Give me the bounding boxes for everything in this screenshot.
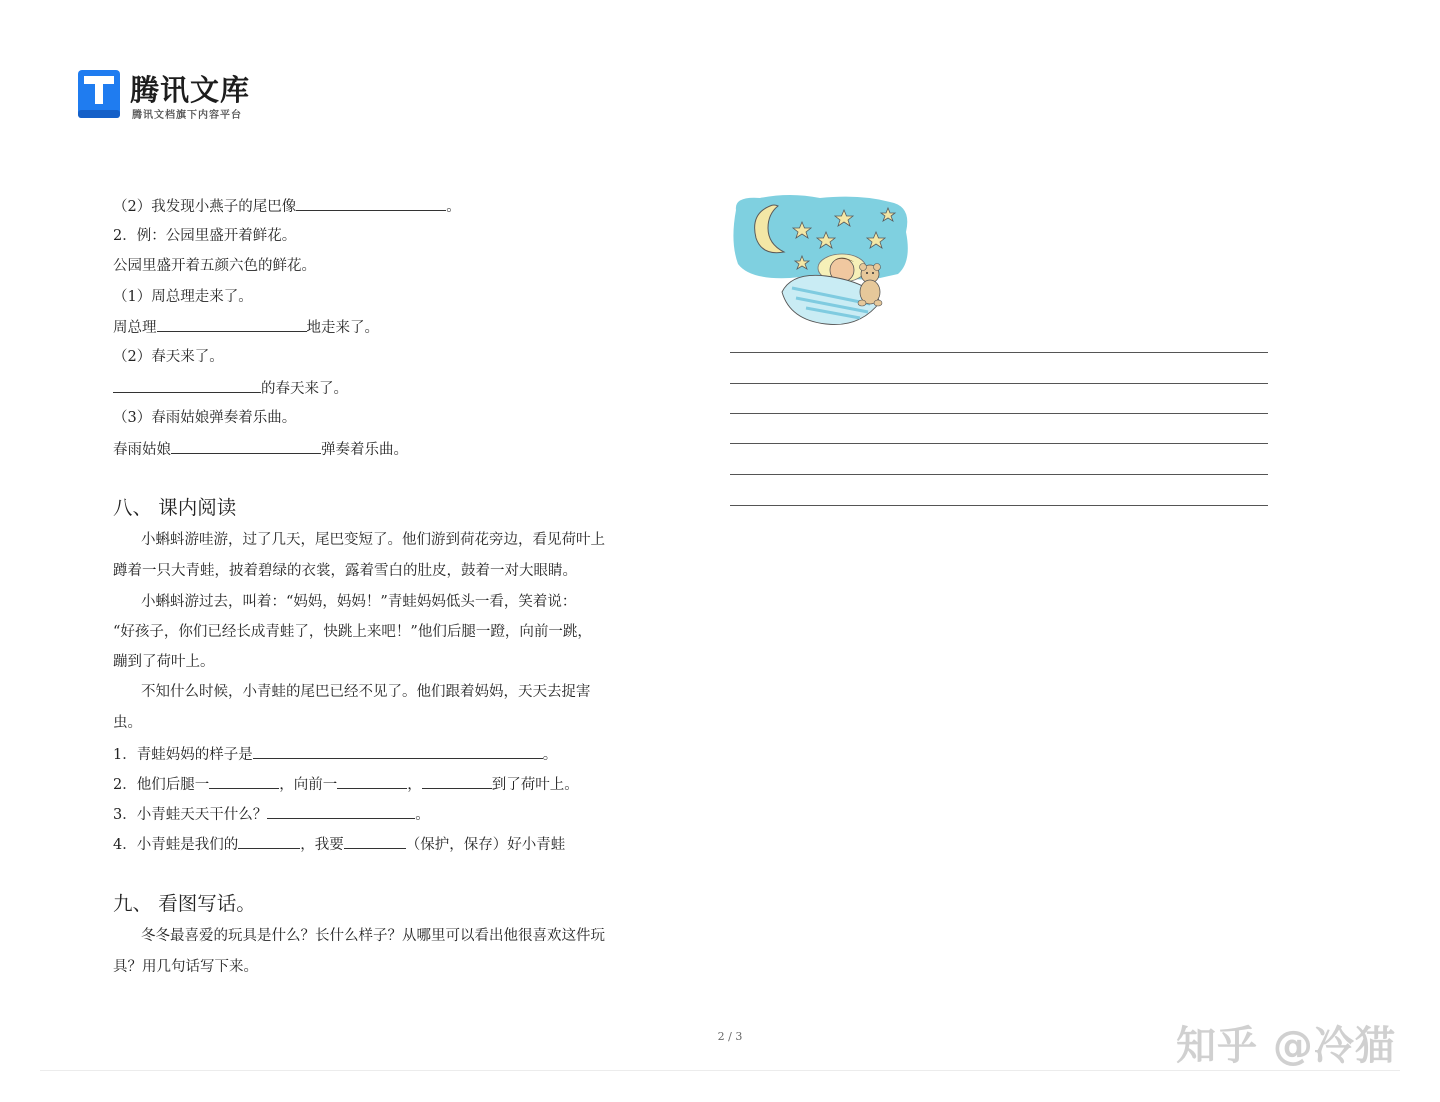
- reading-p3a: 不知什么时候，小青蛙的尾巴已经不见了。他们跟着妈妈，天天去捉害: [141, 684, 591, 700]
- s2-sentence: （2）春天来了。: [113, 349, 224, 365]
- answer-blank[interactable]: [253, 744, 543, 759]
- section9-heading: 九、 看图写话。: [113, 892, 256, 915]
- q1-2-prefix: （2）我发现小燕子的尾巴像: [113, 199, 297, 215]
- answer-blank[interactable]: [238, 834, 300, 849]
- s1-sentence: （1）周总理走来了。: [113, 289, 253, 305]
- reading-p2a: 小蝌蚪游过去，叫着：“妈妈，妈妈！”青蛙妈妈低头一看，笑着说：: [141, 594, 577, 610]
- s2-answer-line: [113, 378, 348, 399]
- s3-prefix: 春雨姑娘: [113, 442, 171, 458]
- q1-2-line: [113, 196, 461, 217]
- reading-p2b: “好孩子，你们已经长成青蛙了，快跳上来吧！”他们后腿一蹬，向前一跳，: [113, 624, 592, 640]
- reading-q2-mid2: ，: [407, 777, 422, 793]
- reading-q3-prefix: 3．小青蛙天天干什么？: [113, 807, 268, 823]
- answer-blank[interactable]: [171, 439, 321, 454]
- section9-p1b: 具？用几句话写下来。: [113, 959, 258, 975]
- reading-q4-mid: ，我要: [300, 837, 344, 853]
- reading-q4: [113, 834, 565, 855]
- s3-sentence: （3）春雨姑娘弹奏着乐曲。: [113, 410, 297, 426]
- answer-blank[interactable]: [337, 774, 407, 789]
- reading-q4-end: （保护，保存）好小青蛙: [405, 837, 566, 853]
- s1-suffix: 地走来了。: [306, 320, 379, 336]
- reading-q2: [113, 774, 579, 795]
- s3-answer-line: [113, 439, 408, 460]
- s3-suffix: 弹奏着乐曲。: [321, 442, 408, 458]
- s1-answer-line: [113, 317, 379, 338]
- reading-q1-end: 。: [542, 747, 558, 763]
- reading-q1: [113, 744, 557, 765]
- answer-blank[interactable]: [422, 774, 492, 789]
- answer-blank[interactable]: [267, 804, 415, 819]
- s1-prefix: 周总理: [113, 320, 157, 336]
- q2-example: 公园里盛开着五颜六色的鲜花。: [113, 258, 316, 274]
- reading-q2-prefix: 2．他们后腿一: [113, 777, 210, 793]
- writing-line[interactable]: [730, 413, 1268, 414]
- writing-line[interactable]: [730, 352, 1268, 353]
- sleeping-boy-illustration: [730, 192, 910, 328]
- q2-title: 2．例：公园里盛开着鲜花。: [113, 228, 297, 244]
- reading-q3: [113, 804, 430, 825]
- reading-q3-end: 。: [415, 807, 430, 823]
- reading-p1a: 小蝌蚪游哇游，过了几天，尾巴变短了。他们游到荷花旁边，看见荷叶上: [141, 532, 605, 548]
- reading-q1-prefix: 1．青蛙妈妈的样子是: [113, 747, 253, 763]
- logo-subtitle: 腾讯文档旗下内容平台: [132, 110, 242, 121]
- tencent-wenku-logo-icon: [78, 70, 120, 118]
- reading-q4-prefix: 4．小青蛙是我们的: [113, 837, 239, 853]
- reading-p2c: 蹦到了荷叶上。: [113, 654, 215, 670]
- reading-q2-end: 到了荷叶上。: [491, 777, 579, 793]
- answer-blank[interactable]: [344, 834, 406, 849]
- tencent-wenku-logo[interactable]: [78, 70, 278, 122]
- writing-line[interactable]: [730, 474, 1268, 475]
- section8-heading: 八、 课内阅读: [113, 496, 237, 519]
- logo-title: 腾讯文库: [130, 73, 251, 107]
- q1-2-end: 。: [446, 199, 461, 215]
- reading-p1b: 蹲着一只大青蛙，披着碧绿的衣裳，露着雪白的肚皮，鼓着一对大眼睛。: [113, 563, 577, 579]
- writing-line[interactable]: [730, 383, 1268, 384]
- answer-blank[interactable]: [113, 378, 261, 393]
- reading-q2-mid1: ，向前一: [279, 777, 338, 793]
- zhihu-watermark: 知乎 @冷猫: [1176, 1023, 1396, 1069]
- page-number: 2 / 3: [717, 1030, 743, 1043]
- s2-suffix: 的春天来了。: [261, 381, 348, 397]
- section9-p1a: 冬冬最喜爱的玩具是什么？长什么样子？从哪里可以看出他很喜欢这件玩: [141, 928, 605, 944]
- answer-blank[interactable]: [209, 774, 279, 789]
- writing-line[interactable]: [730, 443, 1268, 444]
- answer-blank[interactable]: [296, 196, 446, 211]
- answer-blank[interactable]: [157, 317, 307, 332]
- writing-line[interactable]: [730, 505, 1268, 506]
- reading-p3b: 虫。: [113, 715, 142, 731]
